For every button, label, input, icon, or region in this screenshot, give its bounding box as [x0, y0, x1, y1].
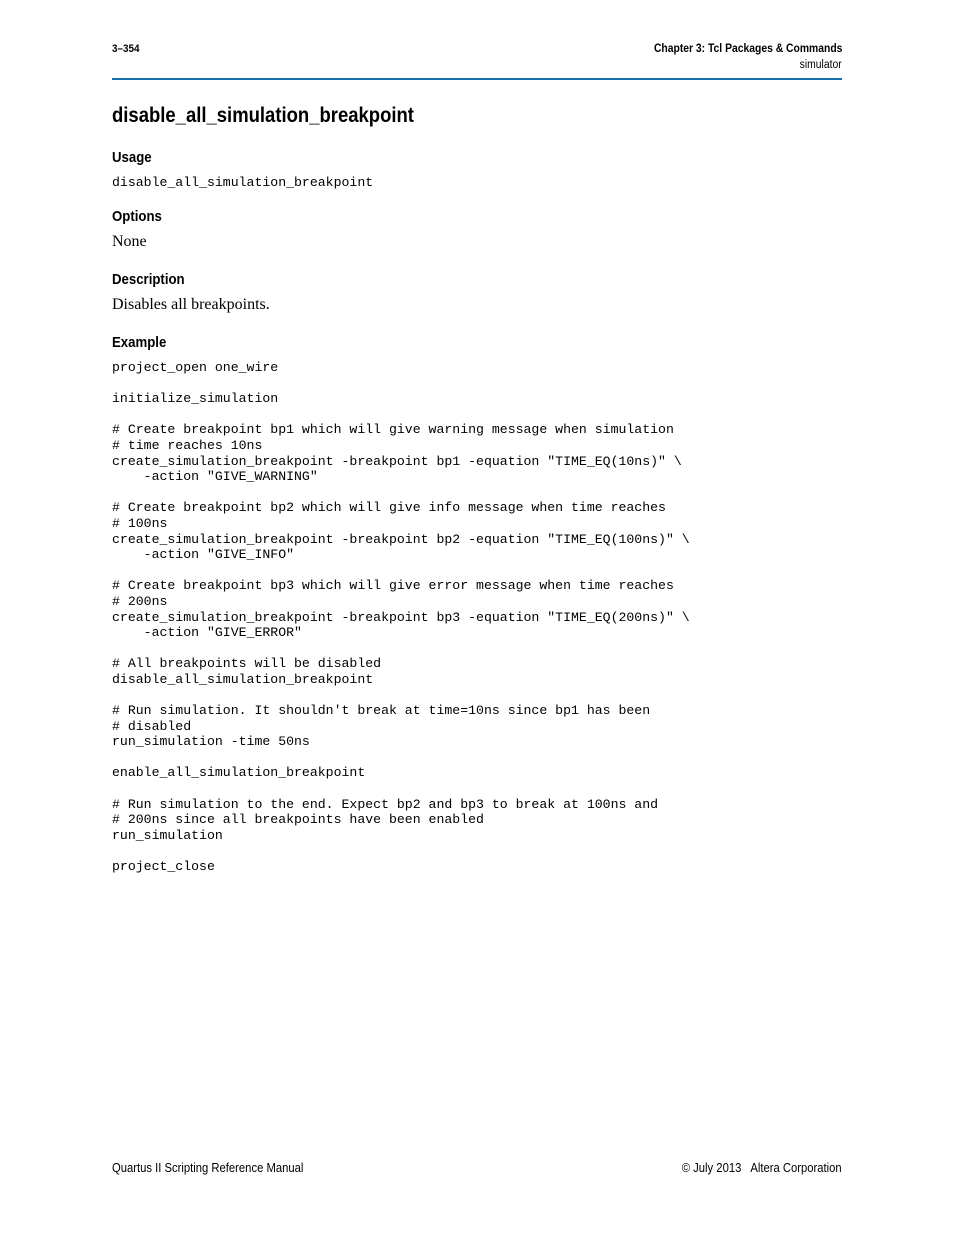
page-header — [112, 42, 842, 80]
description-text: Disables all breakpoints. — [112, 296, 270, 313]
footer-copyright — [682, 1161, 842, 1175]
usage-code: disable_all_simulation_breakpoint — [112, 175, 374, 190]
options-heading: Options — [112, 208, 162, 225]
options-text: None — [112, 233, 147, 250]
example-heading: Example — [112, 334, 167, 351]
example-code: project_open one_wire initialize_simulation # Create breakpoint bp1 which will give warning message when simulation # time reaches 10ns create_simulation_breakpoint -breakpoint bp1 -equation "TIME_EQ(10ns)" \ -action "GIVE_WARNING" # Create breakpoint bp2 which will give info message when time reaches # 100ns create_simulation_breakpoint -breakpoint bp2 -equation "TIME_EQ(100ns)" \ -action "GIVE_INFO" # Create breakpoint bp3 which will give error message when time reaches # 200ns create_simulation_breakpoint -breakpoint bp3 -equation "TIME_EQ(200ns)" \ -action "GIVE_ERROR" # All breakpoints will be disabled disable_all_simulation_breakpoint # Run simulation. It shouldn't break at time=10ns since bp1 has been # disabled run_simulation -time 50ns enable_all_simulation_breakpoint # Run simulation to the end. Expect bp2 and bp3 to break at 100ns and # 200ns since all breakpoints have been enabled run_simulation project_close — [112, 360, 690, 874]
section-name: simulator — [800, 59, 842, 71]
footer-date: © July 2013 — [682, 1161, 742, 1175]
description-heading: Description — [112, 271, 185, 288]
chapter-title: Chapter 3: Tcl Packages & Commands — [653, 43, 842, 55]
footer-manual-title: Quartus II Scripting Reference Manual — [112, 1161, 304, 1175]
page-number: 3–354 — [112, 43, 140, 55]
footer-company: Altera Corporation — [750, 1161, 842, 1175]
usage-heading: Usage — [112, 149, 152, 166]
page-title: disable_all_simulation_breakpoint — [112, 104, 414, 127]
